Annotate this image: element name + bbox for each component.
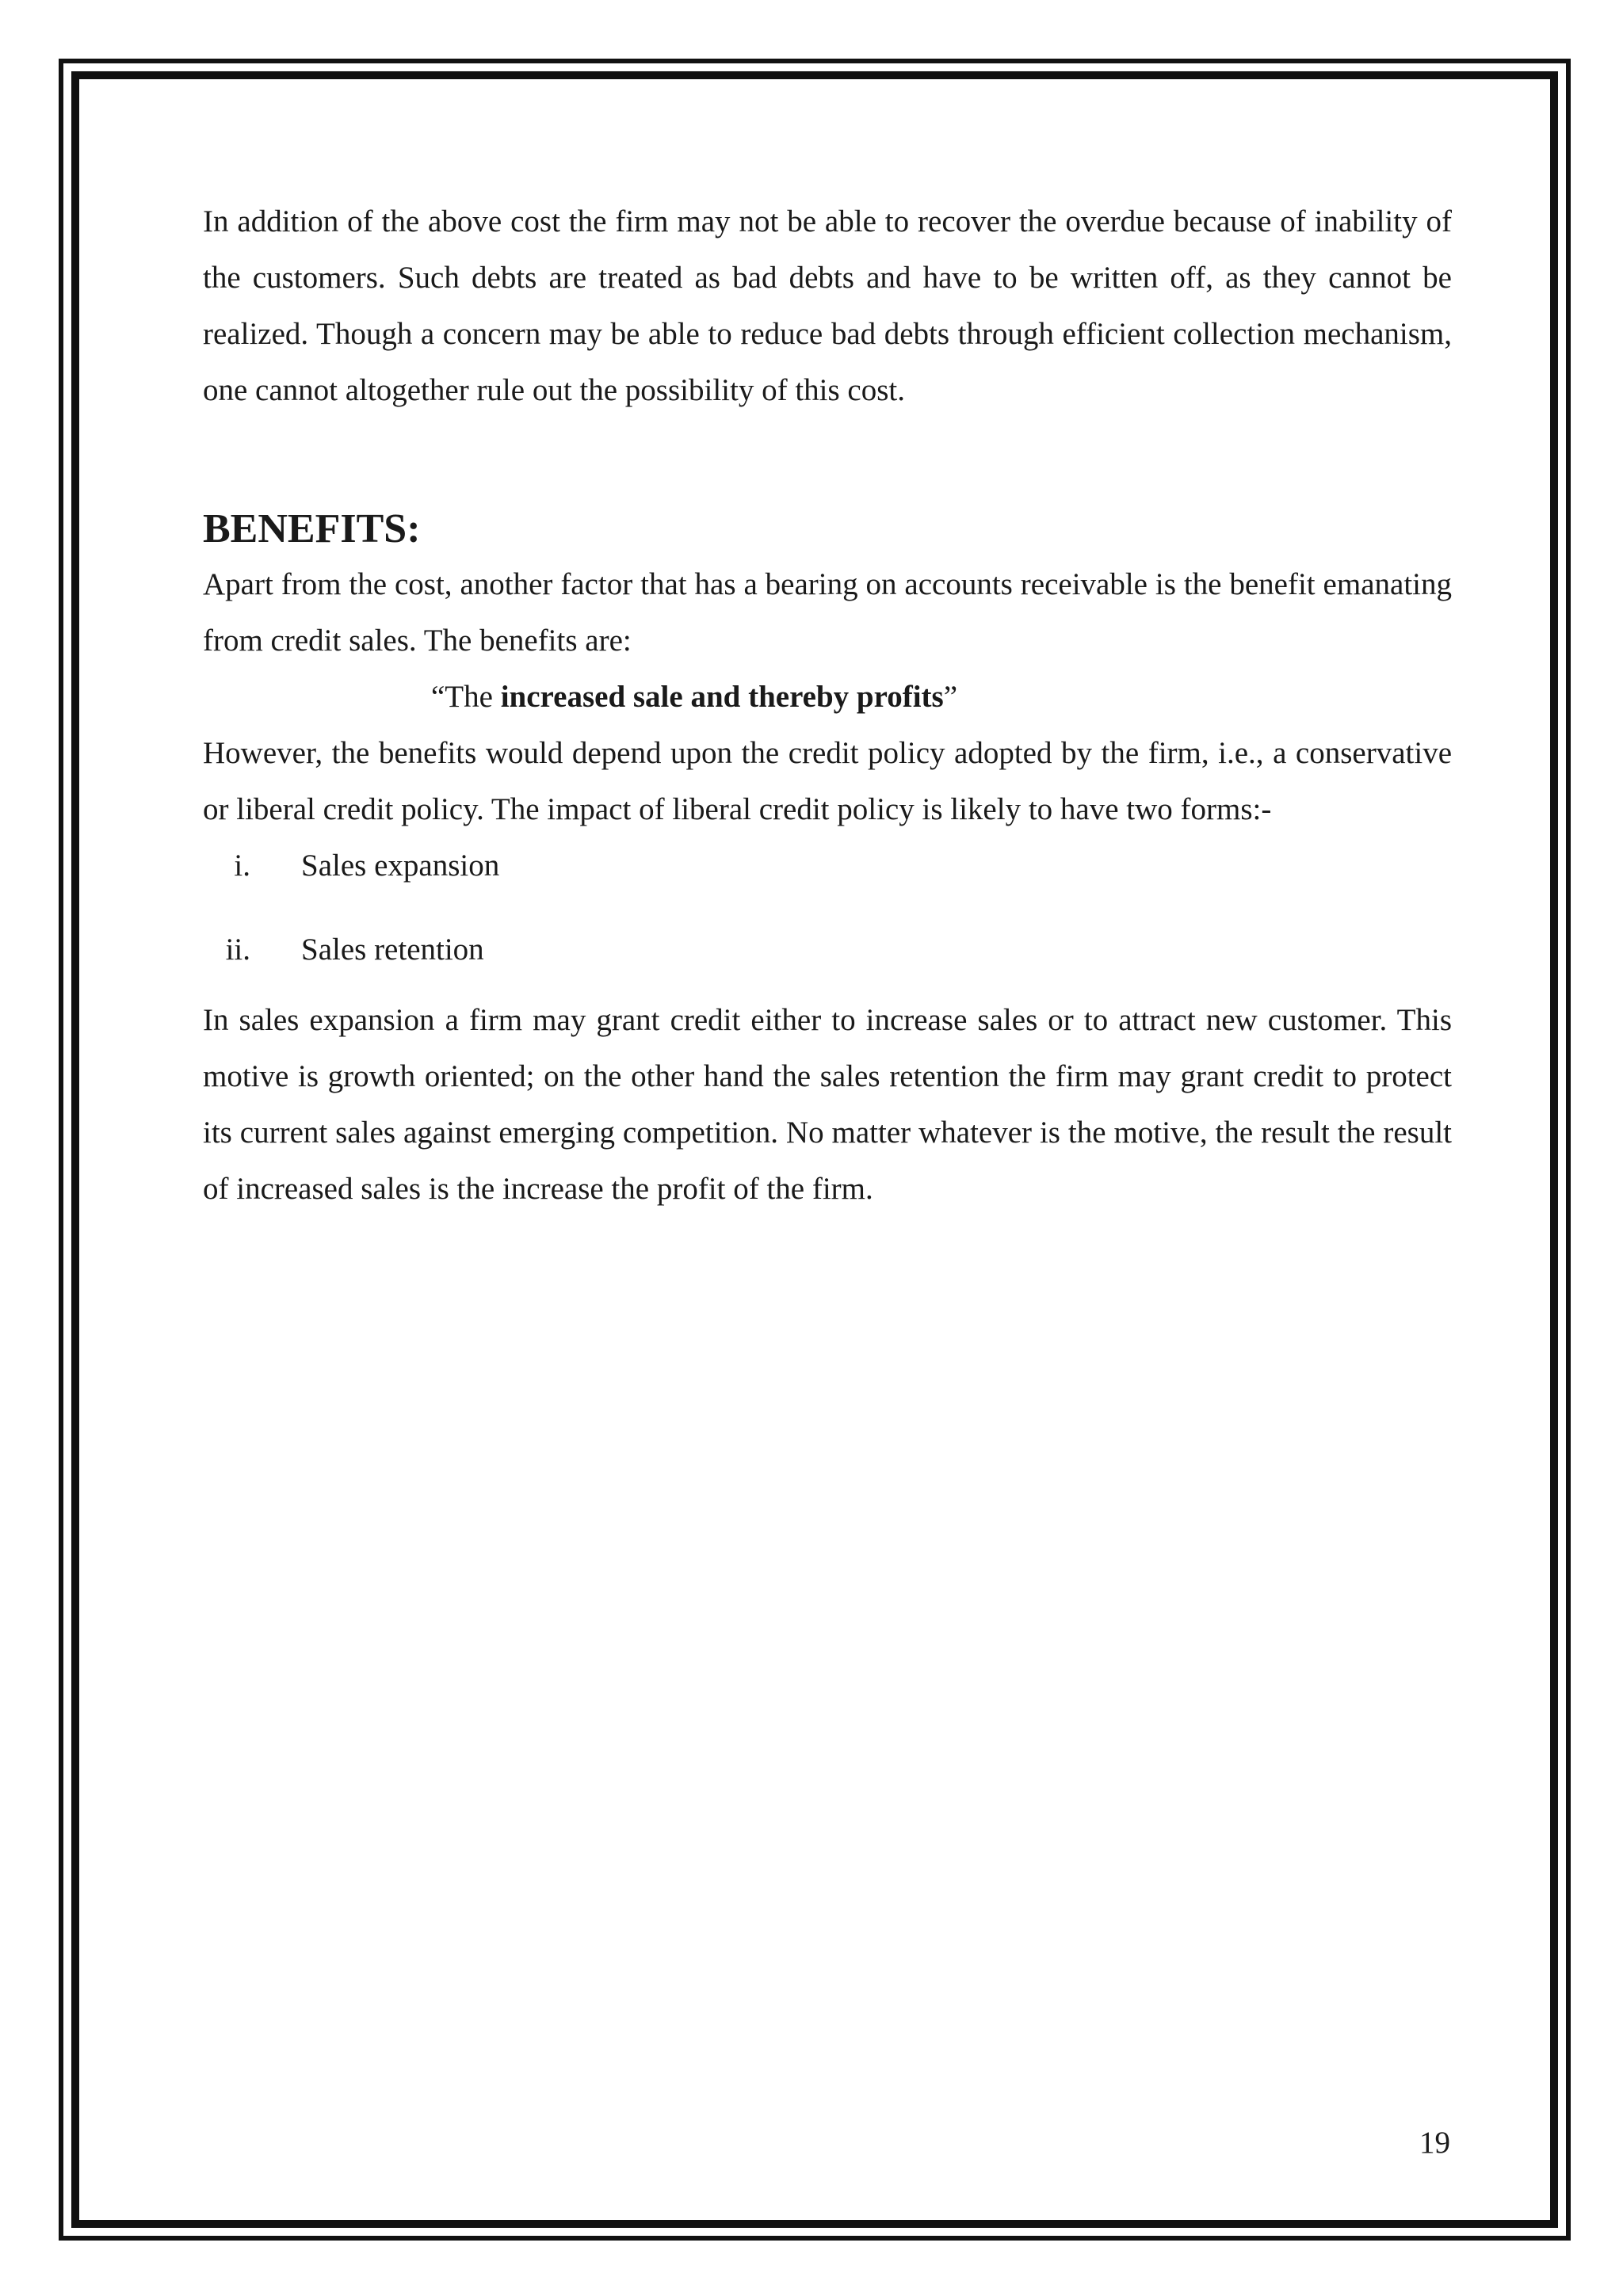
list-item bbox=[203, 921, 1452, 978]
list-marker: ii. bbox=[225, 933, 250, 967]
list-item-text: Sales expansion bbox=[301, 849, 500, 883]
intro-paragraph: In addition of the above cost the firm may not be able to recover the overdue because of inability of the customers. Such debts are treated as bad debts and have to be written off, as they cannot be realized. Though a concern may be able to reduce bad debts through efficient collection mechanism, one cannot altogether rule out the possibility of this cost. bbox=[203, 204, 1452, 407]
forms-list bbox=[203, 837, 1452, 978]
quote-bold-text: increased sale and thereby profits bbox=[500, 680, 944, 714]
benefit-quote bbox=[203, 669, 1452, 725]
conclusion-paragraph: In sales expansion a firm may grant credit either to increase sales or to attract new customer. This motive is growth oriented; on the other hand the sales retention the firm may grant credit to protect its current sales against emerging competition. No matter whatever is the motive, the result the result of increased sales is the increase the profit of the firm. bbox=[203, 1003, 1452, 1206]
policy-paragraph: However, the benefits would depend upon the credit policy adopted by the firm, i.e., a conservative or liberal credit policy. The impact of liberal credit policy is likely to have two forms:- bbox=[203, 736, 1452, 826]
benefits-intro-paragraph: Apart from the cost, another factor that has a bearing on accounts receivable is the benefit emanating from credit sales. The benefits are: bbox=[203, 567, 1452, 658]
quote-open: “The bbox=[431, 680, 501, 714]
page-number: 19 bbox=[1419, 2126, 1450, 2160]
list-item bbox=[203, 837, 1452, 894]
page-content bbox=[203, 193, 1452, 1206]
benefits-section bbox=[203, 556, 1452, 1217]
quote-close: ” bbox=[943, 680, 958, 714]
list-marker: i. bbox=[234, 849, 250, 883]
section-heading: BENEFITS: bbox=[203, 506, 421, 551]
list-item-text: Sales retention bbox=[301, 933, 484, 967]
